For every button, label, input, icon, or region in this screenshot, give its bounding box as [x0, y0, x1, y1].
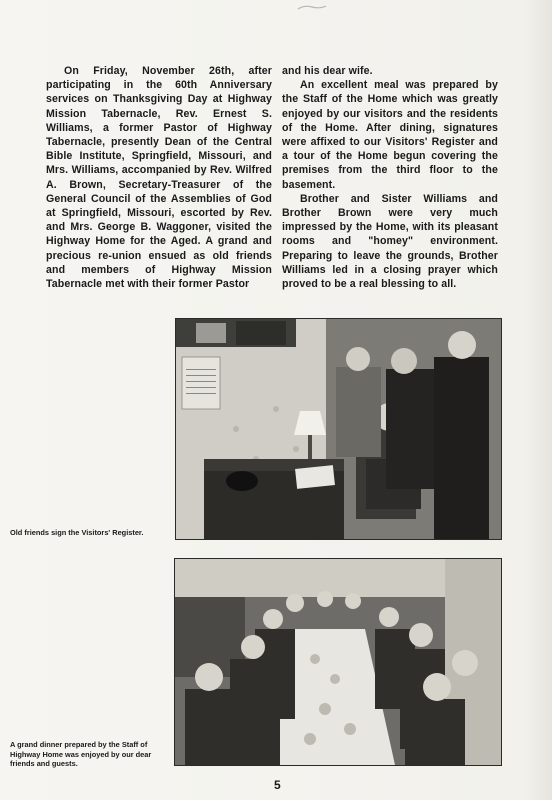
page-number: 5 — [274, 778, 281, 792]
article-left-column — [46, 64, 272, 291]
photo-caption-1: Old friends sign the Visitors' Register. — [10, 528, 144, 537]
article-paragraph-1-continued: and his dear wife. — [282, 65, 373, 77]
photo-caption-2: A grand dinner prepared by the Staff of Highway Home was enjoyed by our dear friends and guests. — [10, 740, 152, 769]
photo-visitors-register — [175, 318, 502, 540]
article-paragraph-1: On Friday, November 26th, after participating in the 60th Anniversary services on Thanksgiving Day at Highway Mission Tabernacle, Rev. Ernest S. Williams, a former Pastor of Highway Tabernacle, presently Dean of the Central Bible Institute, Springfield, Missouri, and Mrs. Williams, accompanied by Rev. Wilfred A. Brown, Secretary-Treasurer of the General Council of the Assemblies of God at Springfield, Missouri, escorted by Rev. and Mrs. George B. Waggoner, visited the Highway Home for the Aged. A grand and precious re-union ensued as old friends and members of Highway Mission Tabernacle met with their former Pastor — [46, 65, 272, 291]
staple-mark — [296, 4, 328, 12]
article-paragraph-3: Brother and Sister Williams and Brother Brown were very much impressed by the Home, with its pleasant rooms and "homey" environment. Preparing to leave the grounds, Brother Williams led in a closing prayer which proved to be a real blessing to all. — [282, 192, 498, 291]
article-right-column — [282, 64, 498, 291]
photo-dinner — [174, 558, 502, 766]
article-paragraph-2: An excellent meal was prepared by the Staff of the Home which was greatly enjoyed by our visitors and the residents of the Home. After dining, signatures were affixed to our Visitors' Register and a tour of the Home begun covering the premises from the third floor to the basement. — [282, 79, 498, 191]
